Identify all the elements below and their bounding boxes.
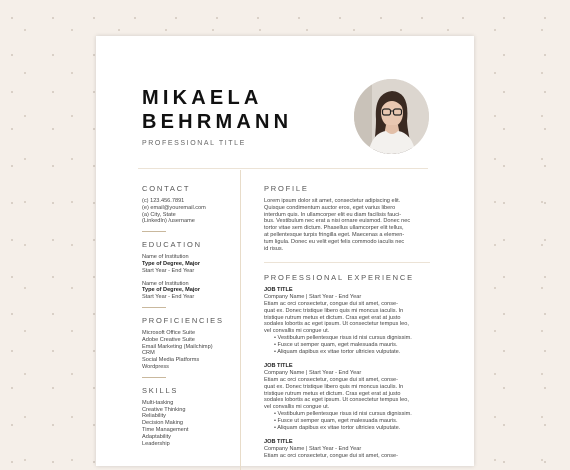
- candidate-name: [142, 86, 292, 134]
- job-description-line: sodales lobortis ac eget ipsum. Ut consectetur tempus leo,: [264, 397, 409, 404]
- profile-text: [264, 198, 430, 252]
- job-bullet: • Fusce ut semper quam, eget malesuada mauris.: [274, 341, 398, 348]
- job-description-line: vel convallis mi congue ut.: [264, 404, 330, 411]
- contact-address: (a) City, State: [142, 211, 176, 218]
- last-name: BEHRMANN: [142, 111, 293, 133]
- contact-phone: (c) 123.456.7891: [142, 198, 185, 204]
- profile-line: at pellentesque turpis fringilla eget. Maecenas a elemen-: [264, 231, 405, 238]
- job-title: JOB TITLE: [264, 363, 293, 370]
- job-bullet-text: Aliquam dapibus ex vitae tortor ultricies vulputate.: [277, 424, 401, 431]
- skills-list: [142, 400, 234, 448]
- education-dates: Start Year - End Year: [142, 294, 195, 301]
- job-bullet: • Aliquam dapibus ex vitae tortor ultricies vulputate.: [274, 348, 401, 355]
- job-bullet-text: Fusce ut semper quam, eget malesuada mauris.: [277, 417, 398, 424]
- skill-item: Reliability: [142, 413, 166, 420]
- education-entry: [142, 281, 234, 301]
- right-column: [264, 184, 430, 460]
- profile-line: interdum quis. In ullamcorper elit eu diam facilisis fauci-: [264, 211, 402, 218]
- job-title: JOB TITLE: [264, 287, 293, 294]
- contact-email: (e) email@youremail.com: [142, 204, 206, 211]
- profile-line: Lorem ipsum dolor sit amet, consectetur adipiscing elit.: [264, 198, 401, 204]
- profile-line: bus. Vestibulum nec erat a nisi ornare euismod. Donec nec: [264, 218, 411, 225]
- job-entry: [264, 363, 430, 431]
- job-bullet: • Fusce ut semper quam, eget malesuada mauris.: [274, 417, 398, 424]
- portrait-image: [354, 79, 429, 154]
- profile-line: tum ligula. Donec eu velit eget felis commodo iaculis nec: [264, 238, 405, 245]
- contact-linkedin: (LinkedIn) /username: [142, 218, 195, 225]
- job-meta: Company Name | Start Year - End Year: [264, 370, 362, 377]
- job-description-line: Etiam ac orci consectetur, congue dui sit amet, conse-: [264, 452, 399, 459]
- job-description-line: vel convallis mi congue ut.: [264, 328, 330, 335]
- skill-item: Multi-tasking: [142, 399, 174, 406]
- job-bullet-text: Vestibulum pellentesque risus id nisi cursus dignissim.: [277, 410, 412, 417]
- job-title: JOB TITLE: [264, 439, 293, 446]
- job-meta: Company Name | Start Year - End Year: [264, 446, 362, 453]
- job-description-line: Etiam ac orci consectetur, congue dui sit amet, conse-: [264, 376, 399, 383]
- proficiency-item: Email Marketing (Mailchimp): [142, 343, 213, 350]
- education-dates: Start Year - End Year: [142, 267, 195, 274]
- job-entry: [264, 439, 430, 459]
- education-institution: Name of Institution: [142, 280, 189, 287]
- proficiency-item: Adobe Creative Suite: [142, 336, 195, 343]
- education-degree: Type of Degree, Major: [142, 260, 201, 267]
- job-entry: [264, 287, 430, 355]
- job-description-line: Etiam ac orci consectetur, congue dui sit amet, conse-: [264, 300, 399, 307]
- job-description-line: quat ex. Donec tristique libero quis mi moncus iaculis. In: [264, 383, 404, 390]
- contact-list: [142, 198, 234, 225]
- job-description-line: quat ex. Donec tristique libero quis mi moncus iaculis. In: [264, 307, 404, 314]
- education-entry: [142, 254, 234, 274]
- job-bullet-text: Vestibulum pellentesque risus id nisi cursus dignissim.: [277, 334, 412, 341]
- profile-line: id risus.: [264, 245, 284, 252]
- contact-heading: CONTACT: [142, 184, 191, 193]
- profile-line: Quisque condimentum auctor eros, eget varius libero: [264, 204, 396, 211]
- job-bullet-text: Aliquam dapibus ex vitae tortor ultricies vulputate.: [277, 348, 401, 355]
- job-description-line: tristique rutrum metus et dictum. Cras eget erat at justo: [264, 390, 401, 397]
- job-description-line: tristique rutrum metus et dictum. Cras eget erat at justo: [264, 314, 401, 321]
- profile-line: tortor vitae sem dictum. Phasellus ullamcorper elit tellus,: [264, 225, 404, 232]
- left-column: [142, 184, 234, 447]
- skill-item: Creative Thinking: [142, 406, 186, 413]
- education-heading: EDUCATION: [142, 240, 202, 250]
- proficiency-item: Wordpress: [142, 363, 169, 370]
- education-degree: Type of Degree, Major: [142, 287, 201, 294]
- job-bullet: • Vestibulum pellentesque risus id nisi cursus dignissim.: [274, 334, 412, 341]
- job-bullet: • Aliquam dapibus ex vitae tortor ultricies vulputate.: [274, 424, 401, 431]
- section-rule: [142, 377, 166, 378]
- profile-heading: PROFILE: [264, 184, 309, 193]
- resume-page: [96, 36, 474, 466]
- experience-heading: PROFESSIONAL EXPERIENCE: [264, 273, 414, 283]
- profile-photo: [354, 79, 429, 154]
- profile-divider: [264, 262, 430, 263]
- skill-item: Decision Making: [142, 420, 184, 427]
- proficiency-item: Social Media Platforms: [142, 357, 200, 364]
- skill-item: Time Management: [142, 426, 189, 433]
- section-rule: [142, 231, 166, 232]
- header-divider: [138, 168, 428, 169]
- skill-item: Adaptability: [142, 433, 171, 440]
- column-divider: [240, 170, 241, 470]
- proficiencies-heading: PROFICIENCIES: [142, 315, 224, 325]
- professional-title: PROFESSIONAL TITLE: [142, 140, 246, 147]
- job-bullet: • Vestibulum pellentesque risus id nisi cursus dignissim.: [274, 410, 412, 417]
- education-institution: Name of Institution: [142, 254, 189, 261]
- job-description-line: sodales lobortis ac eget ipsum. Ut consectetur tempus leo,: [264, 321, 409, 328]
- proficiency-item: Microsoft Office Suite: [142, 329, 196, 336]
- skill-item: Leadership: [142, 440, 170, 447]
- skills-heading: SKILLS: [142, 385, 179, 395]
- first-name: MIKAELA: [142, 87, 263, 109]
- job-meta: Company Name | Start Year - End Year: [264, 294, 362, 301]
- proficiency-item: CRM: [142, 350, 155, 357]
- section-rule: [142, 307, 166, 308]
- job-bullet-text: Fusce ut semper quam, eget malesuada mauris.: [277, 341, 398, 348]
- proficiencies-list: [142, 330, 234, 371]
